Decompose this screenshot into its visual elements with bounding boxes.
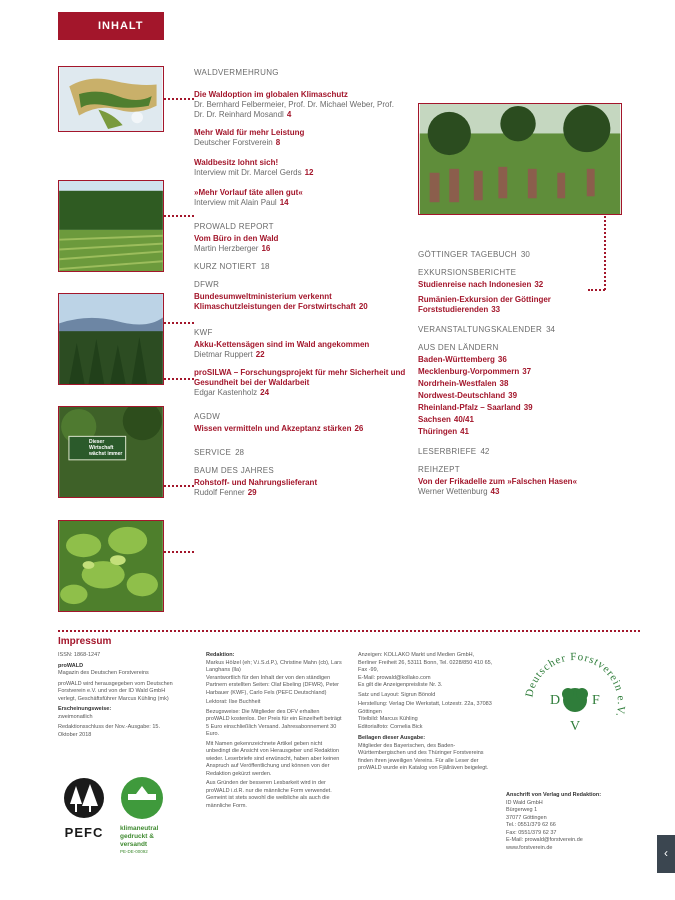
toc-kalender[interactable]: VERANSTALTUNGSKALENDER 34 <box>418 325 556 334</box>
toc-goettinger[interactable]: GÖTTINGER TAGEBUCH 30 <box>418 250 530 259</box>
connector-line <box>164 551 194 553</box>
dfv-logo <box>520 648 630 758</box>
toc-prowald[interactable]: PROWALD REPORT Vom Büro in den Wald Martin Herzberger 16 <box>194 222 279 253</box>
svg-text:Deutscher Forstverein e.V.: Deutscher Forstverein e.V. <box>523 650 628 719</box>
leaves-image <box>59 521 163 611</box>
toc-agdw[interactable]: AGDW Wissen vermitteln und Akzeptanz stärken 26 <box>194 412 364 433</box>
world-map-image <box>59 67 163 131</box>
toc-right <box>418 250 628 505</box>
toc-laender[interactable]: AUS DEN LÄNDERN Baden-Württemberg 36 Mecklenburg-Vorpommern 37 Nordrhein-Westfalen 38 Nordwest-Deutschland 39 Rheinland-Pfalz – Saarland 39 Sachsen 40/41 Thüringen 41 <box>418 343 533 436</box>
connector-line <box>164 378 194 380</box>
toc-entry[interactable]: »Mehr Vorlauf täte allen gut« Interview mit Alain Paul 14 <box>194 188 303 207</box>
sign-thumbnail <box>58 406 164 498</box>
pefc-logo <box>58 776 110 838</box>
inhalt-tab: INHALT <box>58 12 164 40</box>
impressum-col-1: ISSN: 1868-1247 proWALD Magazin des Deutschen Forstvereins proWALD wird herausgegeben vom Deutschen Forstverein e.V. und von der ID Wald GmbH verlegt, Geschäftsführer Marcus Kühling (mk) Erscheinungsweise: zweimonatlich Redaktionsschluss der Nov.-Ausgabe: 15. Oktober 2018 <box>58 652 173 738</box>
toc-kurz[interactable]: KURZ NOTIERT 18 <box>194 262 270 271</box>
leaves-thumbnail <box>58 520 164 612</box>
impressum-divider <box>58 630 640 632</box>
climate-neutral-logo <box>120 776 180 862</box>
connector-line <box>164 485 194 487</box>
section-waldvermehrung: WALDVERMEHRUNG <box>194 68 279 77</box>
impressum-col-4: Anschrift von Verlag und Redaktion: ID Wald GmbH Bürgerweg 1 37077 Göttingen Tel.: 0551/379 62 66 Fax: 0551/379 62 37 E-Mail: prowald@forstverein.de www.forstverein.de <box>506 792 602 851</box>
toc-leserbriefe[interactable]: LESERBRIEFE 42 <box>418 447 490 456</box>
toc-baum[interactable]: BAUM DES JAHRES Rohstoff- und Nahrungslieferant Rudolf Fenner 29 <box>194 466 318 497</box>
impressum-col-3: Anzeigen: KOLLAKO Markt und Medien GmbH, Berliner Freiheit 26, 53111 Bonn, Tel. 0228/850 410 65, Fax -99, E-Mail: prowald@kollako.com Es gilt die Anzeigenpreisliste Nr. 3. Satz und Layout: Sigrun Bönold Herstellung: Verlag Die Werkstatt, Lotzestr. 22a, 37083 Göttingen Titelbild: Marcus Kühling Editorialfoto: Cornelia Bick Beilagen dieser Ausgabe: Mitglieder des Bayerischen, des Baden-Württembergischen und des Thüringer Forstvereins finden ihren jeweiligen Vereins. Für alle Leser der proWALD wurde ein Katalog von Fjällräven beigelegt. <box>358 652 493 771</box>
pefc-label: PEFC <box>64 825 104 840</box>
toc-entry[interactable]: Mehr Wald für mehr Leistung Deutscher Forstverein 8 <box>194 128 305 147</box>
field-image <box>59 181 163 271</box>
impressum-title: Impressum <box>58 636 112 647</box>
excursion-photo-image <box>419 104 621 214</box>
climate-neutral-icon <box>120 776 164 820</box>
toc-rezept[interactable]: REIHZEPT Von der Frikadelle zum »Falschen Hasen« Werner Wettenburg 43 <box>418 465 578 496</box>
svg-text:V: V <box>570 719 581 734</box>
svg-text:D: D <box>550 693 561 708</box>
climate-label: klimaneutral gedruckt & versandt <box>120 825 159 848</box>
connector-line <box>164 215 194 217</box>
toc-kwf[interactable]: KWF Akku-Kettensägen sind im Wald angekommen Dietmar Ruppert 22 <box>194 328 370 359</box>
forest-landscape-image <box>59 294 163 384</box>
impressum-col-2: Redaktion: Markus Hölzel (eh; V.i.S.d.P.), Christine Mahn (cb), Lars Langhans (lla) Verantwortlich für den Inhalt der von den ständigen Partnern erstellten Seiten: Olaf Ebeling (DFWR), Peter Harbauer (KWF), Carlo Fels (PEFC Deutschland) Lektorat: Ilse Buchheit Bezugsweise: Die Mitglieder des DFV erhalten proWALD kostenlos. Der Preis für ein Einzelheft beträgt 5 Euro einschließlich Versand. Jahresabonnement 30 Euro. Mit Namen gekennzeichnete Artikel geben nicht unbedingt die Ansicht von Herausgeber und Redaktion wieder. Leserbriefe sind erwünscht, haben aber keinen Anspruch auf Veröffentlichung und können von der Redaktion gekürzt werden. Aus Gründen der besseren Lesbarkeit wird in der proWALD i.d.R. nur die männliche Form verwendet. Gemeint ist stets sowohl die weibliche als auch die männliche Form. <box>206 652 342 809</box>
svg-text:F: F <box>592 693 600 708</box>
connector-line <box>164 322 194 324</box>
connector-line <box>164 98 194 100</box>
page-nav-tab[interactable]: ‹ <box>657 835 675 873</box>
toc-exkursion[interactable]: EXKURSIONSBERICHTE Studienreise nach Indonesien 32 Rumänien-Exkursion der Göttinger Forststudierenden 33 <box>418 268 551 314</box>
climate-id: PE-DE-00092 <box>120 849 148 854</box>
pefc-trees-icon <box>58 776 110 820</box>
sign-text: Dieser Wirtschaft wächst immer <box>89 439 123 457</box>
field-thumbnail <box>58 180 164 272</box>
forest-landscape-thumbnail <box>58 293 164 385</box>
map-thumbnail <box>58 66 164 132</box>
toc-entry[interactable]: Die Waldoption im globalen Klimaschutz Dr. Bernhard Felbermeier, Prof. Dr. Michael Weber, Prof. Dr. Dr. Reinhard Mosandl 4 <box>194 90 394 119</box>
tea-field-photo <box>418 103 622 215</box>
toc-entry[interactable]: Waldbesitz lohnt sich! Interview mit Dr. Marcel Gerds 12 <box>194 158 314 177</box>
toc-left <box>194 68 406 506</box>
toc-dfwr[interactable]: DFWR Bundesumweltministerium verkennt Klimaschutzleistungen der Forstwirtschaft 20 <box>194 280 368 311</box>
toc-service[interactable]: SERVICE 28 <box>194 448 244 457</box>
toc-entry[interactable]: proSILWA – Forschungsprojekt für mehr Sicherheit und Gesundheit bei der Waldarbeit Edgar Kastenholz 24 <box>194 368 406 397</box>
dfv-emblem-icon <box>520 648 630 758</box>
